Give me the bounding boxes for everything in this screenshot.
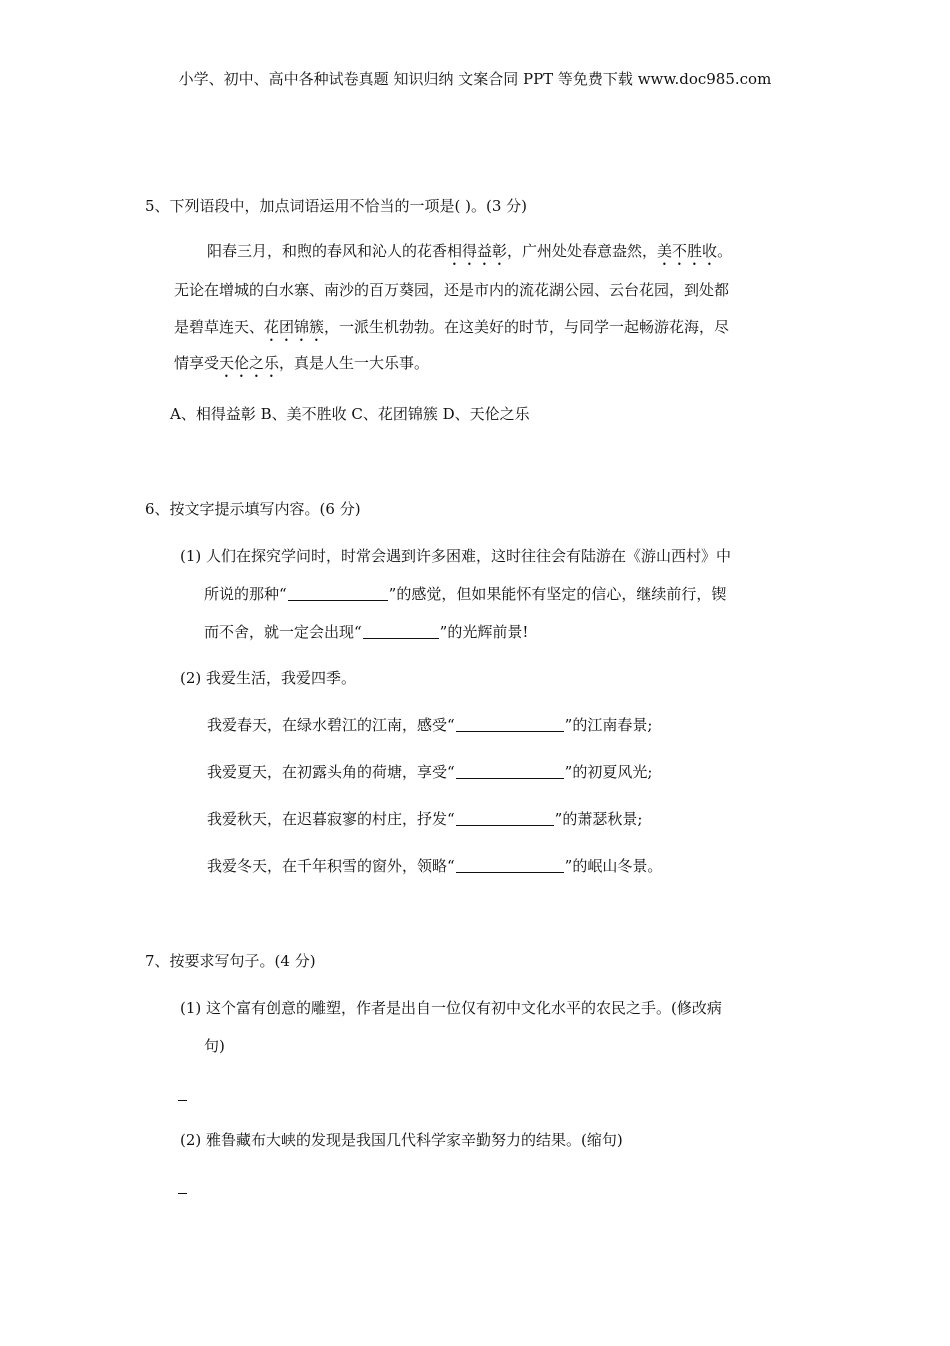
- q5-text: ，广州处处春意盎然，: [507, 242, 658, 260]
- q5-text: 阳春三月，和煦的春风和沁人的花香: [207, 242, 448, 260]
- q6-summer-line: [207, 761, 652, 782]
- q6-text: ”的萧瑟秋景;: [554, 810, 643, 828]
- q5-options: A、相得益彰 B、美不胜收 C、花团锦簇 D、天伦之乐: [170, 405, 530, 423]
- question-5-title: 5、下列语段中，加点词语运用不恰当的一项是( )。(3 分): [145, 197, 528, 215]
- q7-sub2-line: (2) 雅鲁藏布大峡的发现是我国几代科学家辛勤努力的结果。(缩句): [180, 1131, 623, 1149]
- dotted-term-4: 天伦之乐: [219, 354, 280, 372]
- q7-sub1-line-2: 句): [204, 1037, 225, 1055]
- q5-text: 情享受: [174, 354, 220, 372]
- dotted-term-3: 花团锦簇: [264, 318, 325, 336]
- answer-dash: [178, 1100, 187, 1101]
- answer-blank-spring[interactable]: [456, 716, 564, 732]
- q5-text: ，真是人生一大乐事。: [279, 354, 430, 372]
- dotted-term-2: 美不胜收: [657, 242, 718, 260]
- q6-text: ”的感觉，但如果能怀有坚定的信心，继续前行，锲: [388, 585, 727, 603]
- q6-sub1-line-2: [204, 583, 726, 604]
- q5-passage-line-3: [174, 316, 729, 345]
- q6-sub1-line-1: (1) 人们在探究学问时，时常会遇到许多困难，这时往往会有陆游在《游山西村》中: [180, 547, 732, 565]
- q6-sub1-line-3: [204, 621, 528, 642]
- dotted-term-1: 相得益彰: [447, 242, 508, 260]
- q6-text: 我爱秋天，在迟暮寂寥的村庄，抒发“: [207, 810, 455, 828]
- q7-answer-line-2[interactable]: [178, 1180, 187, 1198]
- q6-text: ”的岷山冬景。: [564, 857, 663, 875]
- answer-blank-winter[interactable]: [456, 857, 564, 873]
- answer-dash: [178, 1193, 187, 1194]
- q6-text: 所说的那种“: [204, 585, 287, 603]
- q6-text: 我爱冬天，在千年积雪的窗外，领略“: [207, 857, 455, 875]
- q5-text: 是碧草连天、: [174, 318, 265, 336]
- q7-answer-line-1[interactable]: [178, 1087, 187, 1105]
- q6-text: ”的江南春景;: [564, 716, 653, 734]
- q6-text: ”的光辉前景!: [439, 623, 529, 641]
- answer-blank-1[interactable]: [288, 585, 388, 601]
- answer-blank-summer[interactable]: [456, 763, 564, 779]
- q5-text: ，一派生机勃勃。在这美好的时节，与同学一起畅游花海，尽: [324, 318, 730, 336]
- question-7-title: 7、按要求写句子。(4 分): [145, 952, 316, 970]
- q6-sub2-intro: (2) 我爱生活，我爱四季。: [180, 669, 357, 687]
- q6-text: 我爱夏天，在初露头角的荷塘，享受“: [207, 763, 455, 781]
- page-header: 小学、初中、高中各种试卷真题 知识归纳 文案合同 PPT 等免费下载 www.doc985.com: [178, 70, 772, 88]
- q5-passage-line-1: [207, 240, 732, 269]
- q7-sub1-line-1: (1) 这个富有创意的雕塑，作者是出自一位仅有初中文化水平的农民之手。(修改病: [180, 999, 722, 1017]
- question-6-title: 6、按文字提示填写内容。(6 分): [145, 500, 361, 518]
- q6-text: 我爱春天，在绿水碧江的江南，感受“: [207, 716, 455, 734]
- q6-winter-line: [207, 855, 662, 876]
- answer-blank-2[interactable]: [363, 623, 439, 639]
- q5-passage-line-2: 无论在增城的白水寨、南沙的百万葵园，还是市内的流花湖公园、云台花园，到处都: [174, 281, 730, 299]
- answer-blank-autumn[interactable]: [456, 810, 554, 826]
- q6-text: ”的初夏风光;: [564, 763, 653, 781]
- q5-text: 。: [717, 242, 733, 260]
- q6-text: 而不舍，就一定会出现“: [204, 623, 362, 641]
- q5-passage-line-4: [174, 352, 429, 381]
- q6-spring-line: [207, 714, 652, 735]
- q6-autumn-line: [207, 808, 642, 829]
